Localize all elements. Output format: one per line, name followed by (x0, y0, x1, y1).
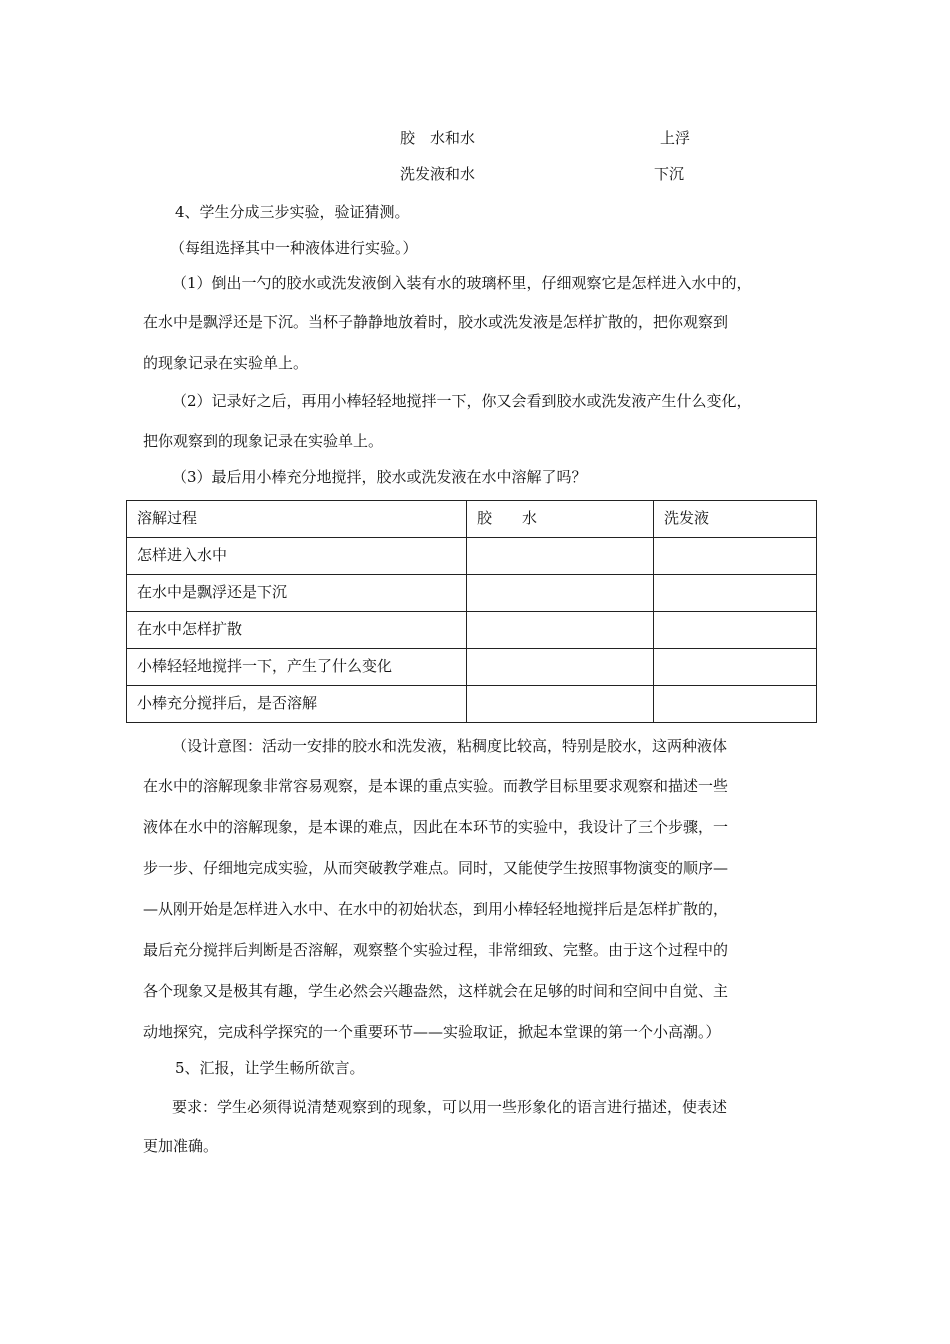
requirement-line-1: 要求：学生必须得说清楚观察到的现象，可以用一些形象化的语言进行描述，使表述 (172, 1098, 728, 1116)
table-cell-glue[interactable] (467, 575, 654, 612)
sub2-line-1: （2）记录好之后，再用小棒轻轻地搅拌一下，你又会看到胶水或洗发液产生什么变化， (172, 392, 752, 410)
table-row-label: 在水中怎样扩散 (127, 612, 467, 649)
table-cell-shampoo[interactable] (654, 538, 817, 575)
prediction-liquid-2: 洗发液和水 (400, 165, 476, 183)
design-line-7: 各个现象又是极其有趣，学生必然会兴趣盎然，这样就会在足够的时间和空间中自觉、主 (143, 982, 729, 1000)
table-row-label: 怎样进入水中 (127, 538, 467, 575)
table-cell-shampoo[interactable] (654, 686, 817, 723)
requirement-line-2: 更加准确。 (143, 1137, 219, 1155)
step4-note: （每组选择其中一种液体进行实验。） (170, 239, 418, 257)
table-row (127, 612, 817, 649)
prediction-guess-2: 下沉 (654, 165, 685, 183)
step4-heading: 4、学生分成三步实验，验证猜测。 (175, 203, 410, 221)
step5-heading: 5、汇报，让学生畅所欲言。 (175, 1059, 365, 1077)
sub2-line-2: 把你观察到的现象记录在实验单上。 (143, 432, 384, 450)
table-header-shampoo: 洗发液 (654, 501, 817, 538)
design-line-2: 在水中的溶解现象非常容易观察，是本课的重点实验。而教学目标里要求观察和描述一些 (143, 777, 729, 795)
table-header-process: 溶解过程 (127, 501, 467, 538)
design-line-3: 液体在水中的溶解现象，是本课的难点，因此在本环节的实验中，我设计了三个步骤，一 (143, 818, 729, 836)
design-line-8: 动地探究，完成科学探究的一个重要环节——实验取证，掀起本堂课的第一个小高潮。） (143, 1023, 721, 1041)
design-line-1: （设计意图：活动一安排的胶水和洗发液，粘稠度比较高，特别是胶水，这两种液体 (172, 737, 728, 755)
observation-table (126, 500, 817, 723)
table-row (127, 649, 817, 686)
prediction-liquid-1: 胶 水和水 (400, 129, 476, 147)
table-cell-glue[interactable] (467, 612, 654, 649)
sub1-line-2: 在水中是飘浮还是下沉。当杯子静静地放着时，胶水或洗发液是怎样扩散的，把你观察到 (143, 313, 729, 331)
table-row (127, 686, 817, 723)
sub3-line: （3）最后用小棒充分地搅拌，胶水或洗发液在水中溶解了吗？ (172, 468, 587, 486)
sub1-line-3: 的现象记录在实验单上。 (143, 354, 309, 372)
table-row-label: 小棒充分搅拌后，是否溶解 (127, 686, 467, 723)
table-cell-shampoo[interactable] (654, 612, 817, 649)
table-header-glue: 胶 水 (467, 501, 654, 538)
design-line-5: —从刚开始是怎样进入水中、在水中的初始状态，到用小棒轻轻地搅拌后是怎样扩散的， (143, 900, 729, 918)
table-cell-glue[interactable] (467, 686, 654, 723)
table-cell-glue[interactable] (467, 649, 654, 686)
design-line-6: 最后充分搅拌后判断是否溶解，观察整个实验过程，非常细致、完整。由于这个过程中的 (143, 941, 729, 959)
table-row (127, 538, 817, 575)
table-row (127, 575, 817, 612)
table-cell-shampoo[interactable] (654, 649, 817, 686)
table-cell-shampoo[interactable] (654, 575, 817, 612)
table-header-row (127, 501, 817, 538)
table-row-label: 小棒轻轻地搅拌一下，产生了什么变化 (127, 649, 467, 686)
prediction-guess-1: 上浮 (660, 129, 691, 147)
sub1-line-1: （1）倒出一勺的胶水或洗发液倒入装有水的玻璃杯里，仔细观察它是怎样进入水中的， (172, 274, 752, 292)
design-line-4: 步一步、仔细地完成实验，从而突破教学难点。同时，又能使学生按照事物演变的顺序— (143, 859, 729, 877)
table-row-label: 在水中是飘浮还是下沉 (127, 575, 467, 612)
table-cell-glue[interactable] (467, 538, 654, 575)
